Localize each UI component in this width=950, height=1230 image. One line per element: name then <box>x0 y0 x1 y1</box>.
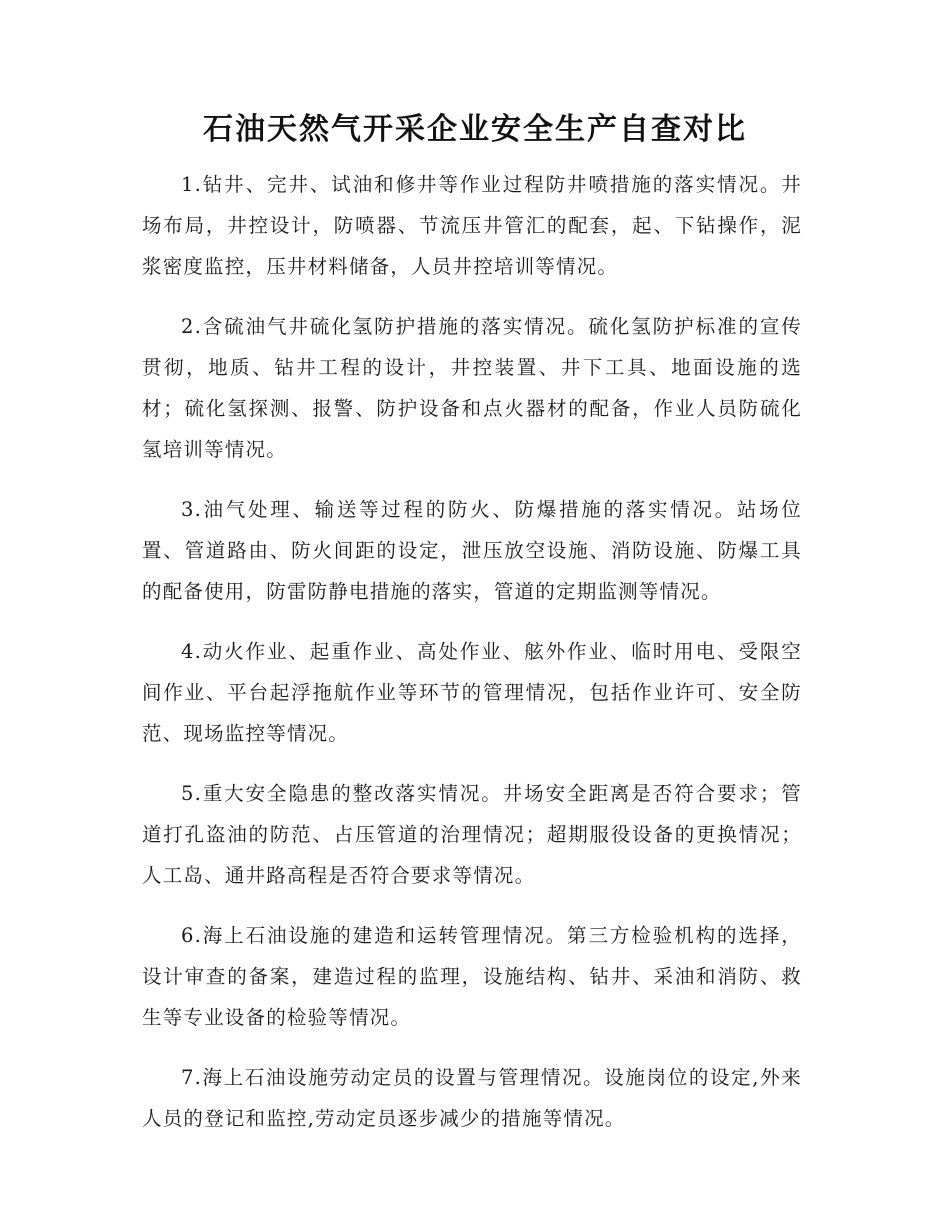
paragraph-2: 2.含硫油气井硫化氢防护措施的落实情况。硫化氢防护标准的宣传贯彻，地质、钻井工程的设计，井控装置、井下工具、地面设施的选材；硫化氢探测、报警、防护设备和点火器材的配备，作业人员防硫化氢培训等情况。 <box>142 315 802 461</box>
paragraph-5: 5.重大安全隐患的整改落实情况。井场安全距离是否符合要求；管道打孔盗油的防范、占压管道的治理情况；超期服役设备的更换情况；人工岛、通井路高程是否符合要求等情况。 <box>142 782 802 887</box>
paragraph-7: 7.海上石油设施劳动定员的设置与管理情况。设施岗位的设定,外来人员的登记和监控,劳动定员逐步减少的措施等情况。 <box>142 1066 802 1130</box>
paragraph-3: 3.油气处理、输送等过程的防火、防爆措施的落实情况。站场位置、管道路由、防火间距的设定，泄压放空设施、消防设施、防爆工具的配备使用，防雷防静电措施的落实，管道的定期监测等情况。 <box>142 498 802 603</box>
paragraph-1: 1.钻井、完井、试油和修井等作业过程防井喷措施的落实情况。井场布局，井控设计，防喷器、节流压井管汇的配套，起、下钻操作，泥浆密度监控，压井材料储备，人员井控培训等情况。 <box>142 173 802 278</box>
document-body <box>142 164 802 1158</box>
paragraph-6: 6.海上石油设施的建造和运转管理情况。第三方检验机构的选择，设计审查的备案，建造过程的监理，设施结构、钻井、采油和消防、救生等专业设备的检验等情况。 <box>142 924 802 1029</box>
paragraph-4: 4.动火作业、起重作业、高处作业、舷外作业、临时用电、受限空间作业、平台起浮拖航作业等环节的管理情况，包括作业许可、安全防范、现场监控等情况。 <box>142 640 802 745</box>
document-title: 石油天然气开采企业安全生产自查对比 <box>203 112 747 147</box>
